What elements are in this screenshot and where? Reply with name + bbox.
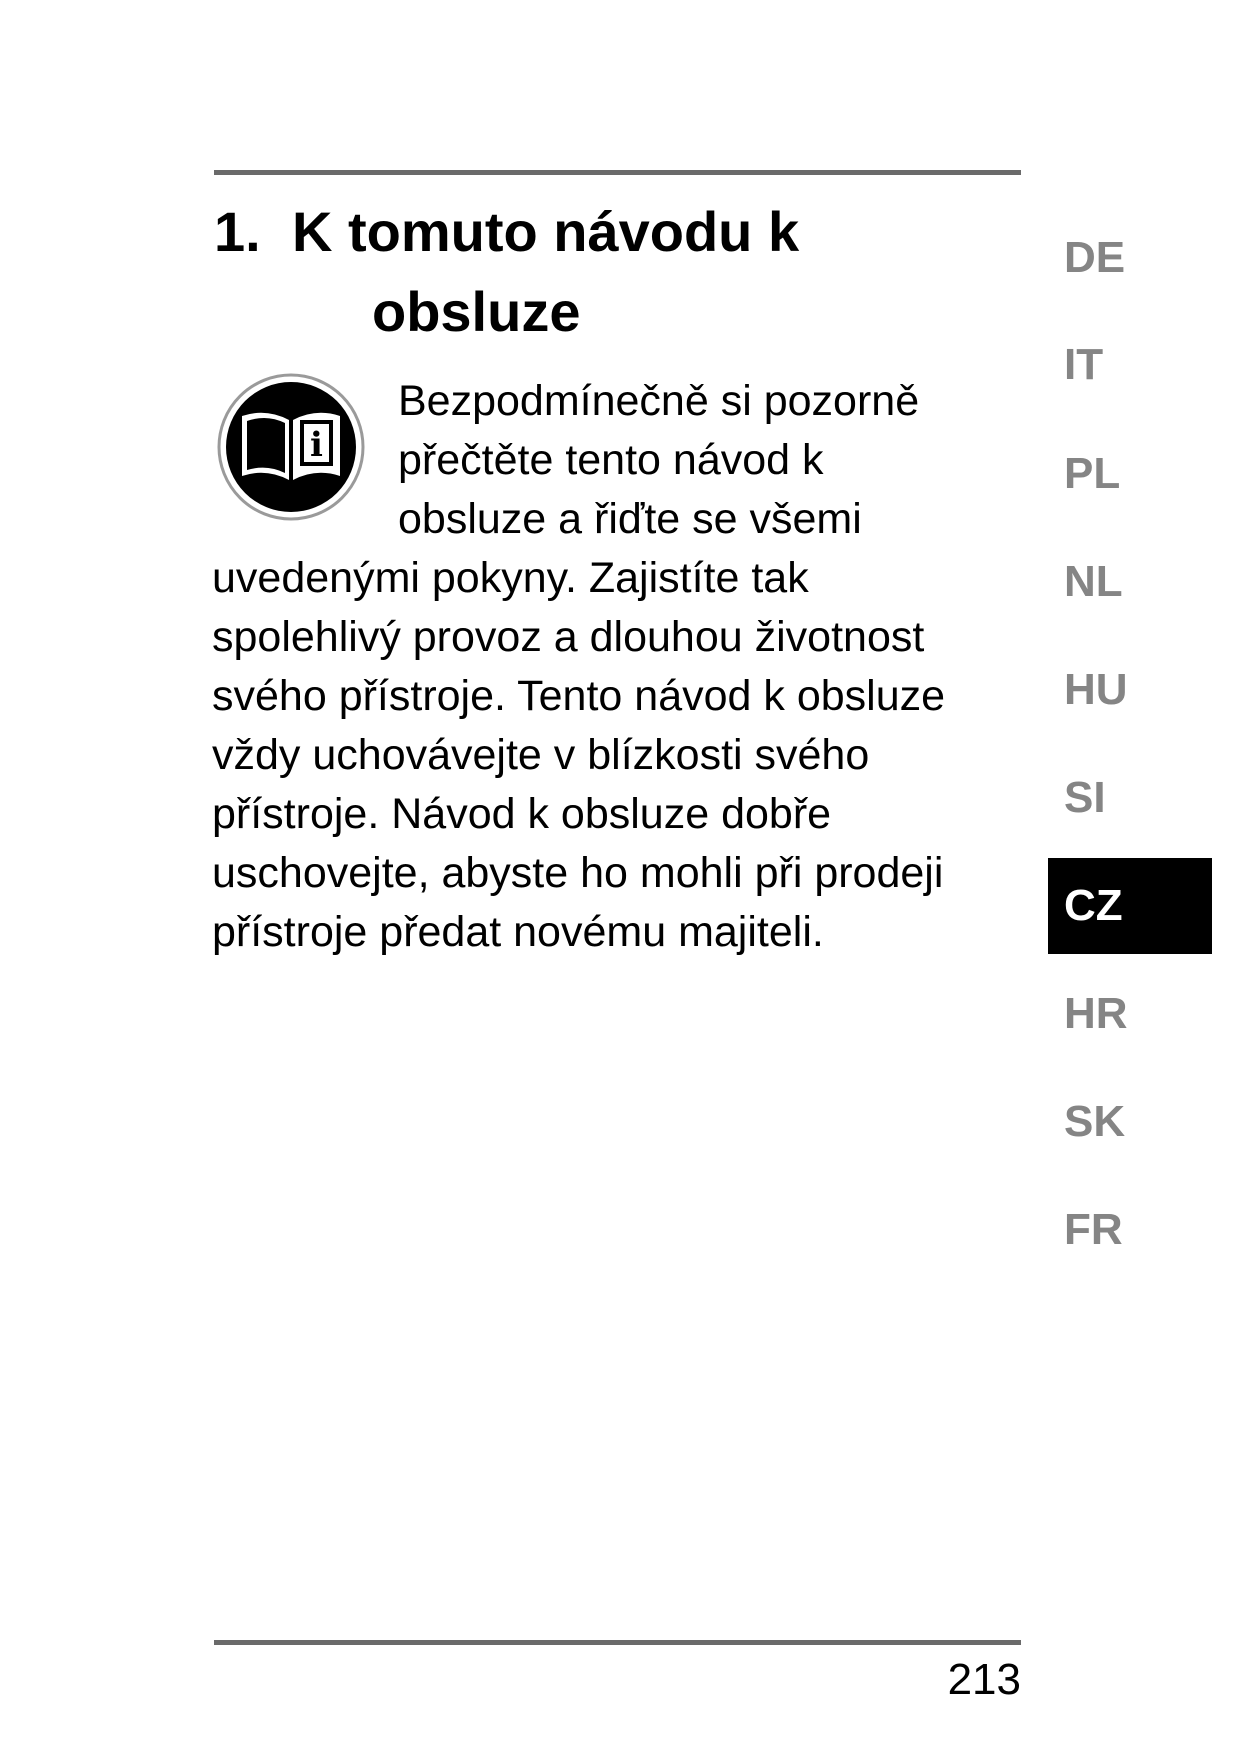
section-title-line2: obsluze (372, 280, 581, 343)
paragraph-line: spolehlivý provoz a dlouhou životnost (212, 613, 925, 661)
paragraph-line: přístroje. Návod k obsluze dobře (212, 790, 832, 838)
language-tab-de[interactable]: DE (1064, 233, 1126, 282)
paragraph-line: uschovejte, abyste ho mohli při prodeji (212, 849, 944, 897)
paragraph-line: Bezpodmínečně si pozorně (398, 377, 920, 425)
paragraph-line: přístroje předat novému majiteli. (212, 908, 824, 956)
bottom-rule (214, 1640, 1021, 1645)
language-tab-it[interactable]: IT (1064, 340, 1104, 389)
paragraph-line: svého přístroje. Tento návod k obsluze (212, 672, 946, 720)
intro-paragraph (212, 372, 1022, 962)
info-letter: i (310, 425, 323, 465)
paragraph-line: vždy uchovávejte v blízkosti svého (212, 731, 870, 779)
language-tab-sk[interactable]: SK (1064, 1097, 1126, 1146)
language-tab-fr[interactable]: FR (1064, 1205, 1123, 1254)
paragraph-line: uvedenými pokyny. Zajistíte tak (212, 554, 809, 602)
language-tab-nl[interactable]: NL (1064, 557, 1123, 606)
language-tab-hu[interactable]: HU (1064, 665, 1128, 714)
section-title-line1: K tomuto návodu k (292, 200, 800, 263)
paragraph-line: obsluze a řiďte se všemi (398, 495, 862, 543)
language-tab-si[interactable]: SI (1064, 773, 1106, 822)
section-number: 1. (214, 200, 261, 263)
language-tab-pl[interactable]: PL (1064, 449, 1121, 498)
language-tab-cz[interactable]: CZ (1048, 858, 1212, 954)
paragraph-line: přečtěte tento návod k (398, 436, 824, 484)
language-tab-hr[interactable]: HR (1064, 989, 1128, 1038)
page-number: 213 (947, 1655, 1021, 1704)
top-rule (214, 170, 1021, 175)
